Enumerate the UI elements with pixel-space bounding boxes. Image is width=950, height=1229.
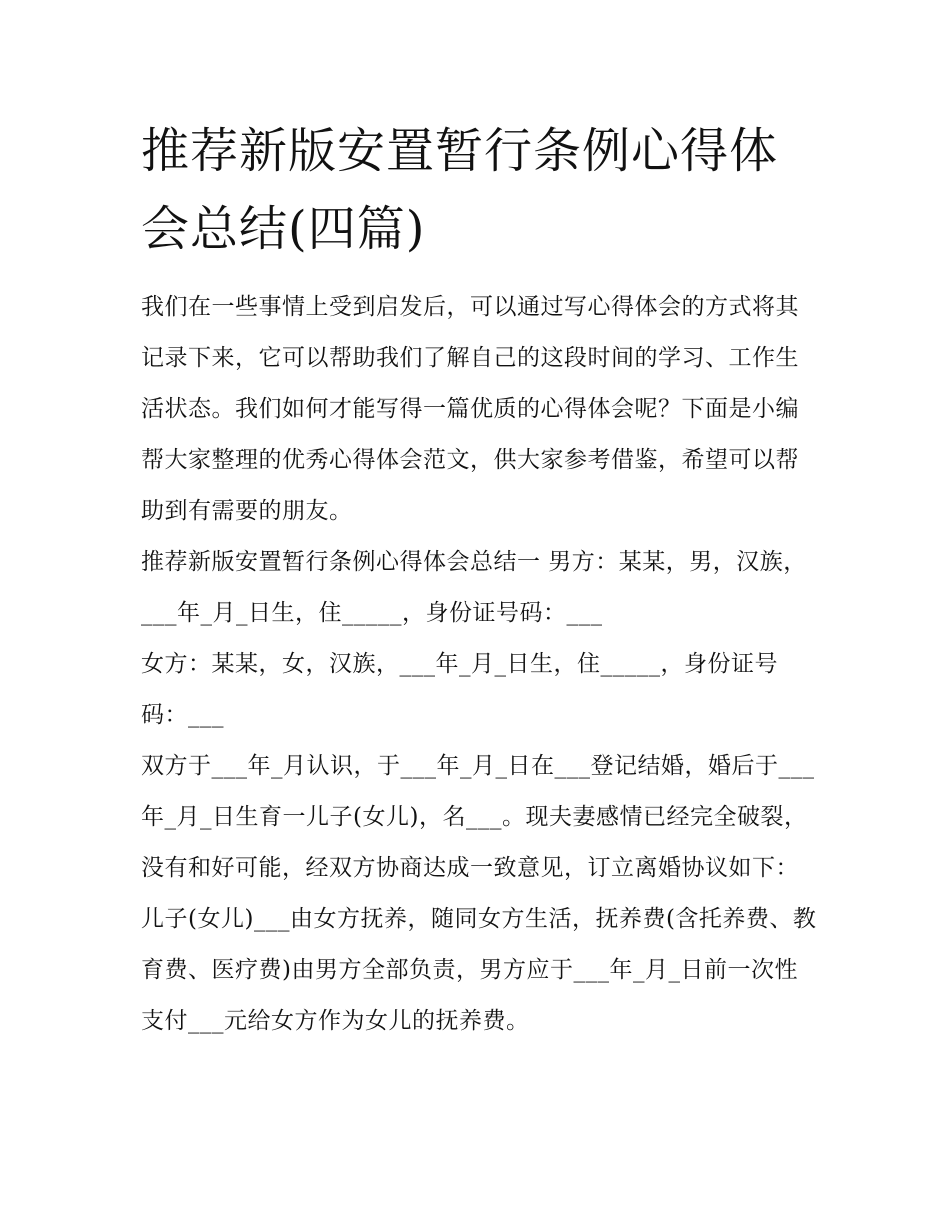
paragraph-female-party: 女方：某某，女，汉族，___年_月_日生，住_____，身份证号码：___: [141, 651, 778, 728]
document-title: 推荐新版安置暂行条例心得体会总结(四篇): [141, 123, 779, 257]
document-page: [141, 112, 821, 1047]
paragraph-custody: 儿子(女儿)___由女方抚养，随同女方生活，抚养费(含托养费、教育费、医疗费)由男方全部负责，男方应于___年_月_日前一次性支付___元给女方作为女儿的抚养费。: [141, 906, 817, 1034]
paragraph-marriage-info: 双方于___年_月认识，于___年_月_日在___登记结婚，婚后于___年_月_日生育一儿子(女儿)，名___。现夫妻感情已经完全破裂，没有和好可能，经双方协商达成一致意见，订立离婚协议如下：: [141, 753, 815, 881]
paragraph-intro: 我们在一些事情上受到启发后，可以通过写心得体会的方式将其记录下来，它可以帮助我们了解自己的这段时间的学习、工作生活状态。我们如何才能写得一篇优质的心得体会呢？下面是小编帮大家整理的优秀心得体会范文，供大家参考借鉴，希望可以帮助到有需要的朋友。: [141, 294, 799, 524]
paragraph-male-party: 推荐新版安置暂行条例心得体会总结一 男方：某某，男，汉族，___年_月_日生，住_____，身份证号码：___: [141, 549, 807, 626]
